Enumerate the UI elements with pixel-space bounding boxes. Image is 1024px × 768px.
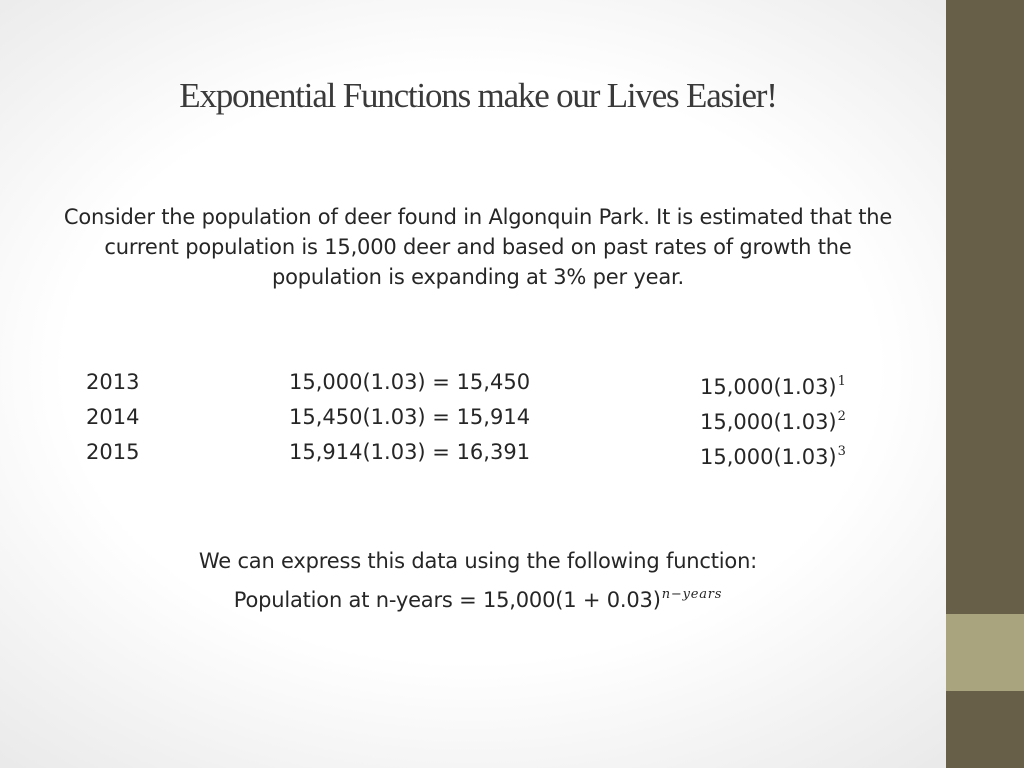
conclusion-line: We can express this data using the following function: xyxy=(198,549,758,573)
intro-paragraph: Consider the population of deer found in Algonquin Park. It is estimated that the current population is 15,000 deer and based on past rates of growth the population is expanding at 3% per year. xyxy=(63,205,893,289)
exponent: 3 xyxy=(837,444,846,459)
calculation-cell: 15,450(1.03) = 15,914 xyxy=(289,405,531,429)
exponential-form-cell xyxy=(700,436,846,473)
exponential-base: 15,000(1.03) xyxy=(700,445,837,469)
formula-exponent: n−years xyxy=(661,587,723,602)
formula-base: Population at n-years = 15,000(1 + 0.03) xyxy=(233,588,661,612)
exponential-base: 15,000(1.03) xyxy=(700,410,837,434)
exponent: 2 xyxy=(837,409,846,424)
year-cell: 2013 xyxy=(86,370,140,394)
conclusion xyxy=(0,544,956,617)
exponential-form-cell xyxy=(700,366,846,403)
exponential-base: 15,000(1.03) xyxy=(700,375,837,399)
year-cell: 2014 xyxy=(86,405,140,429)
function-formula xyxy=(0,578,956,617)
slide-title: Exponential Functions make our Lives Easier! xyxy=(179,76,777,115)
decorative-side-accent xyxy=(946,614,1024,691)
exponential-form-cell xyxy=(700,401,846,438)
exponent: 1 xyxy=(837,374,846,389)
year-cell: 2015 xyxy=(86,440,140,464)
calculation-cell: 15,914(1.03) = 16,391 xyxy=(289,440,531,464)
calculation-cell: 15,000(1.03) = 15,450 xyxy=(289,370,531,394)
